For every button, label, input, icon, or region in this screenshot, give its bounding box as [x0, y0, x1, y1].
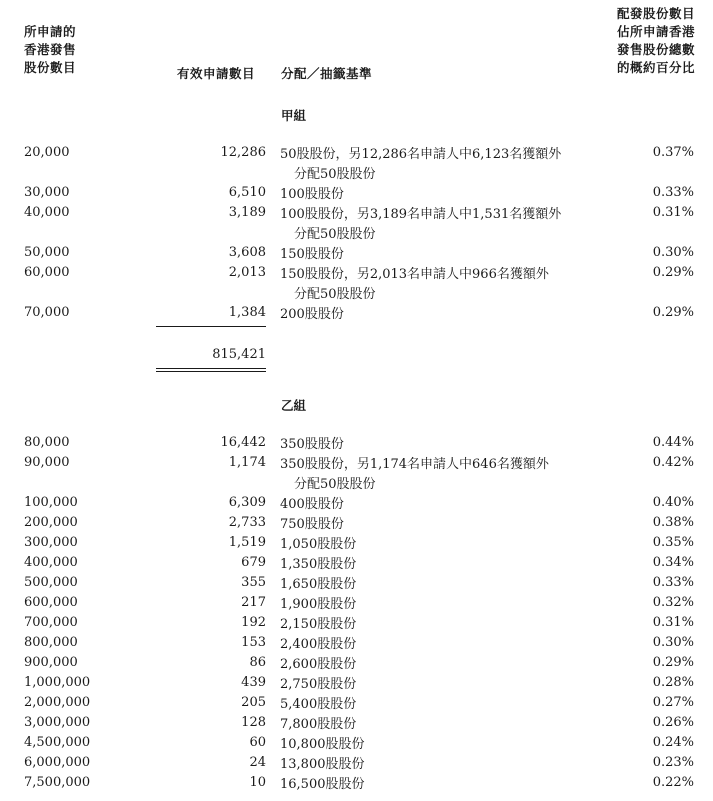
- allocation-basis: [280, 655, 356, 675]
- basis-line: 1,650股股份: [280, 577, 357, 592]
- basis-line: 1,350股股份: [280, 557, 357, 572]
- basis-line: 7,800股股份: [280, 717, 357, 732]
- valid-applications: 1,519: [228, 535, 266, 550]
- header-line: 股份數目: [24, 60, 77, 75]
- valid-applications: 128: [241, 715, 266, 730]
- table-row: [0, 495, 713, 515]
- valid-applications: 24: [249, 755, 266, 770]
- valid-applications: 192: [241, 615, 266, 630]
- allocation-basis: [280, 205, 561, 245]
- table-row: [0, 735, 713, 755]
- shares-applied: 700,000: [24, 615, 78, 630]
- shares-applied: 30,000: [24, 185, 70, 200]
- table-row: [0, 595, 713, 615]
- header-approx-percentage: [617, 5, 695, 77]
- approx-percentage: 0.29%: [652, 305, 694, 320]
- table-row: [0, 185, 713, 205]
- valid-applications: 6,510: [228, 185, 266, 200]
- table-row: [0, 615, 713, 635]
- shares-applied: 800,000: [24, 635, 78, 650]
- shares-applied: 100,000: [24, 495, 78, 510]
- shares-applied: 400,000: [24, 555, 78, 570]
- shares-applied: 60,000: [24, 265, 70, 280]
- approx-percentage: 0.22%: [652, 775, 694, 790]
- basis-line: 2,600股股份: [280, 657, 357, 672]
- valid-applications: 355: [241, 575, 266, 590]
- approx-percentage: 0.29%: [652, 265, 694, 280]
- approx-percentage: 0.28%: [652, 675, 694, 690]
- basis-line: 150股股份，另2,013名申請人中966名獲額外: [280, 267, 549, 282]
- valid-applications: 217: [241, 595, 266, 610]
- approx-percentage: 0.31%: [652, 205, 694, 220]
- shares-applied: 3,000,000: [24, 715, 91, 730]
- allocation-basis: [280, 515, 344, 535]
- shares-applied: 200,000: [24, 515, 78, 530]
- table-row: [0, 435, 713, 455]
- shares-applied: 500,000: [24, 575, 78, 590]
- shares-applied: 50,000: [24, 245, 70, 260]
- valid-applications: 60: [249, 735, 266, 750]
- basis-line: 2,750股股份: [280, 677, 357, 692]
- header-shares-applied: [24, 23, 76, 77]
- shares-applied: 7,500,000: [24, 775, 91, 790]
- basis-line: 350股股份，另1,174名申請人中646名獲額外: [280, 457, 549, 472]
- allocation-basis: [280, 185, 344, 205]
- valid-applications: 2,013: [228, 265, 266, 280]
- header-allocation-basis: 分配／抽籤基準: [281, 66, 373, 81]
- basis-line-continued: 分配50股股份: [294, 167, 376, 182]
- table-row: [0, 575, 713, 595]
- basis-line-continued: 分配50股股份: [294, 287, 376, 302]
- total-double-rule-bottom: [156, 371, 266, 372]
- approx-percentage: 0.35%: [652, 535, 694, 550]
- valid-applications: 6,309: [228, 495, 266, 510]
- table-row: [0, 755, 713, 775]
- basis-line: 50股股份，另12,286名申請人中6,123名獲額外: [280, 147, 562, 162]
- group-b-title: 乙組: [281, 398, 307, 413]
- valid-applications: 153: [241, 635, 266, 650]
- shares-applied: 2,000,000: [24, 695, 91, 710]
- basis-line: 2,400股股份: [280, 637, 357, 652]
- header-line: 發售股份總數: [616, 42, 695, 57]
- shares-applied: 4,500,000: [24, 735, 91, 750]
- basis-line: 150股股份: [280, 247, 344, 262]
- valid-applications: 679: [241, 555, 266, 570]
- approx-percentage: 0.32%: [652, 595, 694, 610]
- valid-applications: 10: [249, 775, 266, 790]
- shares-applied: 20,000: [24, 145, 70, 160]
- approx-percentage: 0.31%: [652, 615, 694, 630]
- allocation-basis: [280, 265, 549, 305]
- valid-applications: 16,442: [220, 435, 266, 450]
- allocation-basis: [280, 535, 356, 555]
- valid-applications: 1,384: [228, 305, 266, 320]
- table-row: [0, 515, 713, 535]
- valid-applications: 12,286: [220, 145, 266, 160]
- allocation-basis: [280, 245, 344, 265]
- allocation-basis: [280, 305, 344, 325]
- valid-applications: 205: [241, 695, 266, 710]
- approx-percentage: 0.38%: [652, 515, 694, 530]
- valid-applications: 3,189: [228, 205, 266, 220]
- basis-line: 750股股份: [280, 517, 344, 532]
- basis-line: 100股股份，另3,189名申請人中1,531名獲額外: [280, 207, 562, 222]
- group-a-total: 815,421: [212, 347, 266, 362]
- approx-percentage: 0.30%: [652, 245, 694, 260]
- allocation-basis: [280, 555, 356, 575]
- table-row: [0, 535, 713, 555]
- allocation-basis: [280, 575, 356, 595]
- basis-line: 1,050股股份: [280, 537, 357, 552]
- allocation-basis: [280, 675, 356, 695]
- table-row: [0, 555, 713, 575]
- allocation-basis: [280, 715, 356, 735]
- basis-line: 10,800股股份: [280, 737, 365, 752]
- approx-percentage: 0.24%: [652, 735, 694, 750]
- shares-applied: 40,000: [24, 205, 70, 220]
- approx-percentage: 0.29%: [652, 655, 694, 670]
- basis-line: 1,900股股份: [280, 597, 357, 612]
- approx-percentage: 0.23%: [652, 755, 694, 770]
- subtotal-rule: [156, 326, 266, 327]
- allocation-basis: [280, 435, 344, 455]
- table-row: [0, 245, 713, 265]
- basis-line: 16,500股股份: [280, 777, 365, 792]
- table-row: [0, 695, 713, 715]
- allocation-basis: [280, 595, 356, 615]
- allocation-basis: [280, 635, 356, 655]
- allocation-basis: [280, 615, 356, 635]
- total-double-rule-top: [156, 368, 266, 369]
- table-row: [0, 455, 713, 492]
- table-row: [0, 305, 713, 325]
- allocation-basis: [280, 145, 561, 185]
- group-a-title: 甲組: [281, 108, 307, 123]
- shares-applied: 300,000: [24, 535, 78, 550]
- approx-percentage: 0.40%: [652, 495, 694, 510]
- approx-percentage: 0.34%: [652, 555, 694, 570]
- header-line: 佔所申請香港: [616, 24, 695, 39]
- allocation-basis: [280, 495, 344, 515]
- header-line: 香港發售: [24, 42, 77, 57]
- basis-line: 350股股份: [280, 437, 344, 452]
- shares-applied: 70,000: [24, 305, 70, 320]
- allocation-basis: [280, 775, 365, 795]
- header-valid-applications: 有效申請數目: [177, 66, 256, 81]
- approx-percentage: 0.26%: [652, 715, 694, 730]
- basis-line: 13,800股股份: [280, 757, 365, 772]
- valid-applications: 439: [241, 675, 266, 690]
- allocation-basis: [280, 735, 365, 755]
- table-row: [0, 205, 713, 242]
- shares-applied: 1,000,000: [24, 675, 91, 690]
- basis-line: 100股股份: [280, 187, 344, 202]
- table-row: [0, 775, 713, 795]
- shares-applied: 600,000: [24, 595, 78, 610]
- shares-applied: 900,000: [24, 655, 78, 670]
- table-row: [0, 675, 713, 695]
- basis-line-continued: 分配50股股份: [294, 227, 376, 242]
- header-line: 所申請的: [24, 24, 77, 39]
- approx-percentage: 0.27%: [652, 695, 694, 710]
- table-row: [0, 655, 713, 675]
- basis-line: 200股股份: [280, 307, 344, 322]
- valid-applications: 86: [249, 655, 266, 670]
- basis-line: 400股股份: [280, 497, 344, 512]
- table-row: [0, 635, 713, 655]
- allocation-basis: [280, 455, 549, 495]
- basis-line: 5,400股股份: [280, 697, 357, 712]
- shares-applied: 90,000: [24, 455, 70, 470]
- approx-percentage: 0.37%: [652, 145, 694, 160]
- table-row: [0, 715, 713, 735]
- basis-line-continued: 分配50股股份: [294, 477, 376, 492]
- shares-applied: 80,000: [24, 435, 70, 450]
- approx-percentage: 0.30%: [652, 635, 694, 650]
- header-line: 配發股份數目: [616, 6, 695, 21]
- valid-applications: 3,608: [228, 245, 266, 260]
- basis-line: 2,150股股份: [280, 617, 357, 632]
- approx-percentage: 0.33%: [652, 185, 694, 200]
- header-line: 的概約百分比: [616, 60, 695, 75]
- allocation-basis: [280, 755, 365, 775]
- approx-percentage: 0.44%: [652, 435, 694, 450]
- allocation-basis: [280, 695, 356, 715]
- table-row: [0, 145, 713, 182]
- table-row: [0, 265, 713, 302]
- valid-applications: 1,174: [228, 455, 266, 470]
- valid-applications: 2,733: [228, 515, 266, 530]
- approx-percentage: 0.42%: [652, 455, 694, 470]
- approx-percentage: 0.33%: [652, 575, 694, 590]
- shares-applied: 6,000,000: [24, 755, 91, 770]
